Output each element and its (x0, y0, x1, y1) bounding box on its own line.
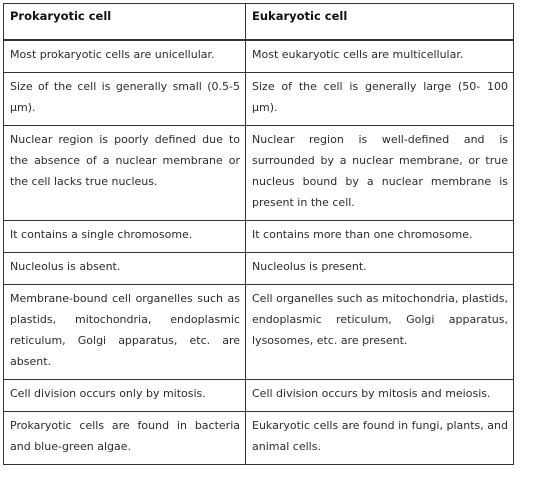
table-row (4, 253, 514, 285)
eukaryotic-cell-text: It contains more than one chromosome. (246, 221, 514, 253)
table-row (4, 73, 514, 126)
table-row (4, 126, 514, 221)
table-row (4, 380, 514, 412)
header-prokaryotic: Prokaryotic cell (4, 4, 246, 41)
table-row (4, 412, 514, 465)
prokaryotic-cell-text: Cell division occurs only by mitosis. (4, 380, 246, 412)
eukaryotic-cell-text: Cell division occurs by mitosis and meiosis. (246, 380, 514, 412)
comparison-table (3, 3, 514, 465)
prokaryotic-cell-text: Membrane-bound cell organelles such as plastids, mitochondria, endoplasmic reticulum, Golgi apparatus, etc. are absent. (4, 285, 246, 380)
eukaryotic-cell-text: Nucleolus is present. (246, 253, 514, 285)
prokaryotic-cell-text: Most prokaryotic cells are unicellular. (4, 40, 246, 73)
table-row (4, 40, 514, 73)
prokaryotic-cell-text: Size of the cell is generally small (0.5-5 µm). (4, 73, 246, 126)
eukaryotic-cell-text: Eukaryotic cells are found in fungi, plants, and animal cells. (246, 412, 514, 465)
prokaryotic-cell-text: Prokaryotic cells are found in bacteria and blue-green algae. (4, 412, 246, 465)
eukaryotic-cell-text: Cell organelles such as mitochondria, plastids, endoplasmic reticulum, Golgi apparatus, lysosomes, etc. are present. (246, 285, 514, 380)
eukaryotic-cell-text: Nuclear region is well-defined and is surrounded by a nuclear membrane, or true nucleus bound by a nuclear membrane is present in the cell. (246, 126, 514, 221)
table-row (4, 221, 514, 253)
eukaryotic-cell-text: Size of the cell is generally large (50- 100 µm). (246, 73, 514, 126)
header-eukaryotic: Eukaryotic cell (246, 4, 514, 41)
prokaryotic-cell-text: Nuclear region is poorly defined due to the absence of a nuclear membrane or the cell lacks true nucleus. (4, 126, 246, 221)
prokaryotic-cell-text: Nucleolus is absent. (4, 253, 246, 285)
prokaryotic-cell-text: It contains a single chromosome. (4, 221, 246, 253)
eukaryotic-cell-text: Most eukaryotic cells are multicellular. (246, 40, 514, 73)
table-row (4, 285, 514, 380)
header-row (4, 4, 514, 41)
